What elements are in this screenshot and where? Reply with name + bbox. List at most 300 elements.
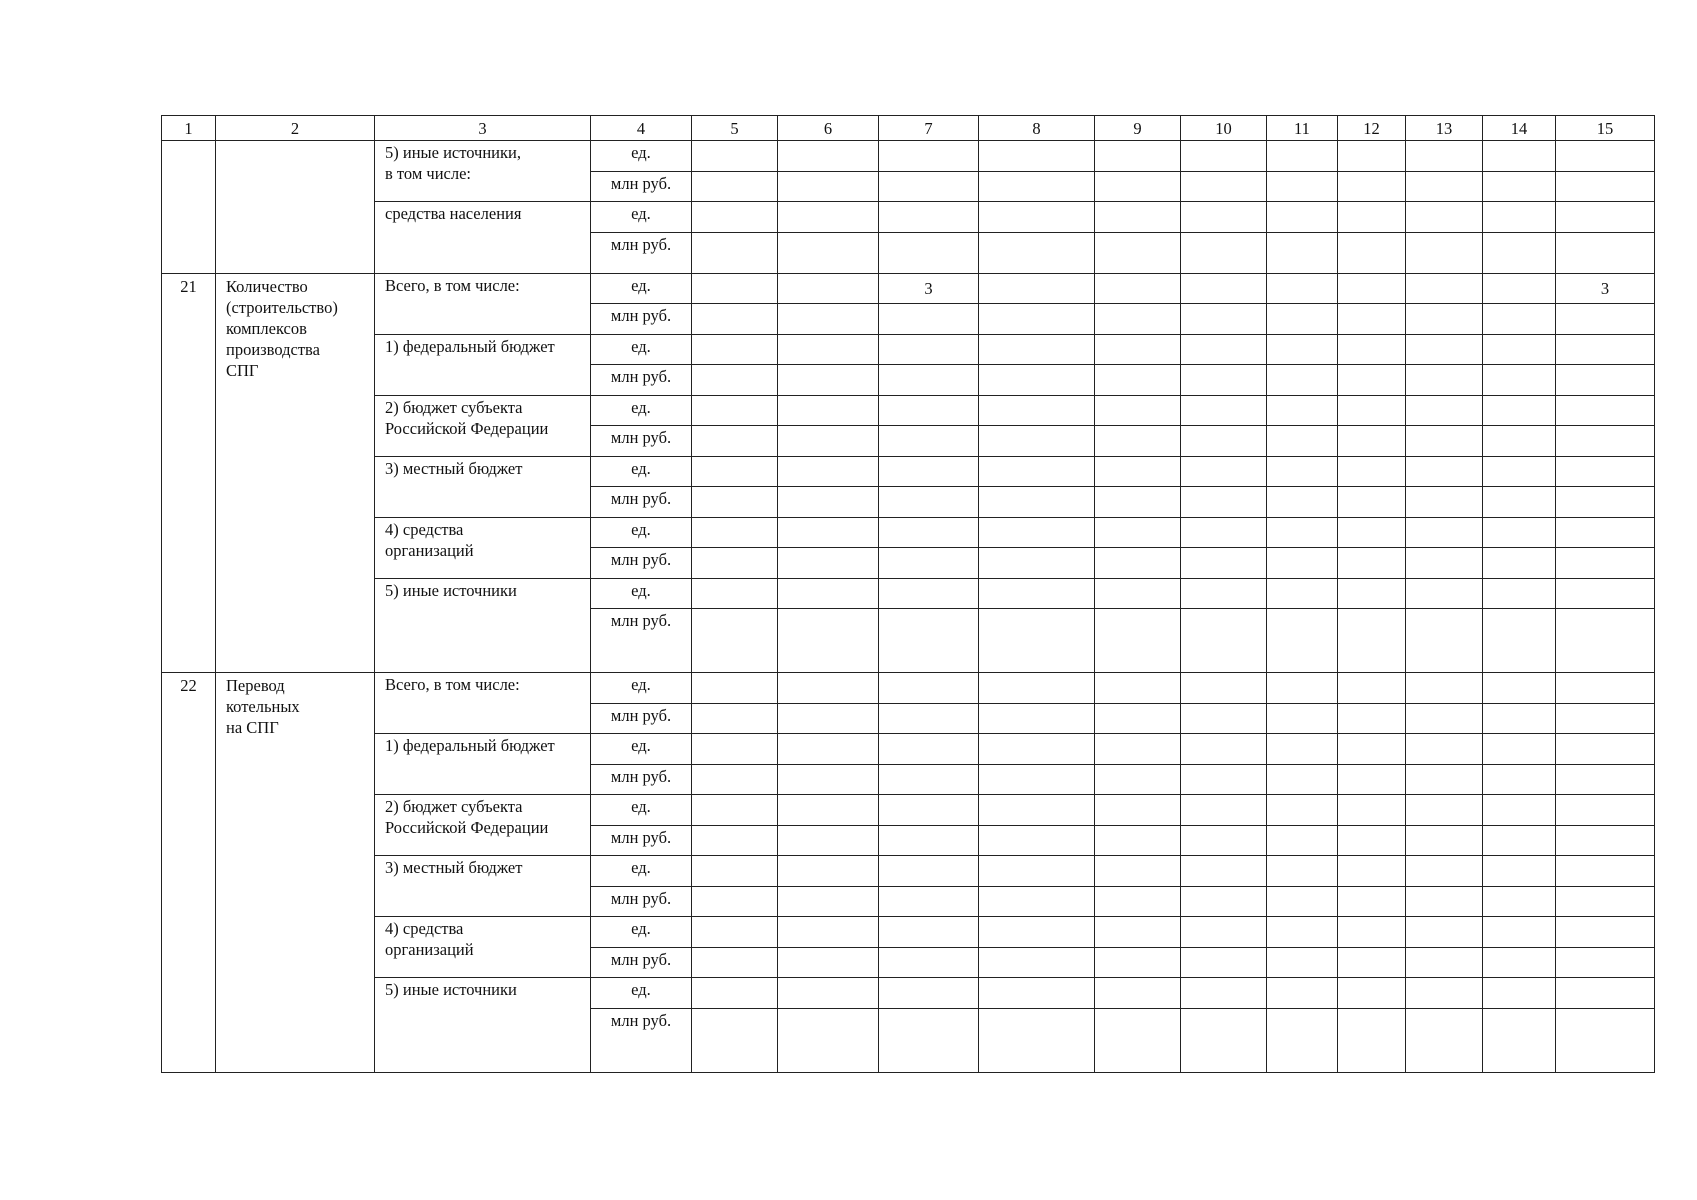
value-cell <box>778 947 879 978</box>
value-cell <box>1483 232 1556 273</box>
value-cell <box>979 734 1095 765</box>
value-cell <box>692 273 778 304</box>
value-cell <box>1406 304 1483 335</box>
value-cell <box>778 426 879 457</box>
value-cell <box>1338 548 1406 579</box>
value-cell <box>1483 141 1556 172</box>
funding-source: 5) иные источники <box>375 578 591 673</box>
value-cell <box>1556 395 1655 426</box>
value-cell <box>1556 517 1655 548</box>
value-cell <box>1556 978 1655 1009</box>
value-cell <box>979 609 1095 673</box>
value-cell <box>1181 703 1267 734</box>
value-cell <box>879 456 979 487</box>
value-cell <box>1095 426 1181 457</box>
value-cell <box>879 764 979 795</box>
table-row <box>162 978 1655 1009</box>
value-cell <box>778 487 879 518</box>
value-cell <box>879 426 979 457</box>
value-cell <box>1338 764 1406 795</box>
unit-label: млн руб. <box>591 609 692 673</box>
value-cell <box>1181 978 1267 1009</box>
funding-source: 3) местный бюджет <box>375 456 591 517</box>
value-cell <box>879 917 979 948</box>
value-cell <box>778 395 879 426</box>
value-cell <box>1556 795 1655 826</box>
value-cell <box>692 825 778 856</box>
column-header: 11 <box>1267 116 1338 141</box>
value-cell <box>1181 273 1267 304</box>
value-cell <box>1483 1008 1556 1072</box>
unit-label: ед. <box>591 202 692 233</box>
unit-label: ед. <box>591 673 692 704</box>
value-cell <box>1095 365 1181 396</box>
column-header: 1 <box>162 116 216 141</box>
value-cell <box>1338 202 1406 233</box>
value-cell <box>1338 609 1406 673</box>
value-cell <box>778 673 879 704</box>
value-cell <box>1338 978 1406 1009</box>
value-cell <box>692 202 778 233</box>
value-cell <box>1267 764 1338 795</box>
value-cell <box>1181 673 1267 704</box>
value-cell: 3 <box>1556 273 1655 304</box>
value-cell <box>879 202 979 233</box>
value-cell <box>778 825 879 856</box>
value-cell <box>692 548 778 579</box>
unit-label: млн руб. <box>591 703 692 734</box>
value-cell <box>1181 304 1267 335</box>
value-cell <box>1556 947 1655 978</box>
value-cell <box>1181 548 1267 579</box>
value-cell <box>1267 734 1338 765</box>
value-cell <box>1406 609 1483 673</box>
value-cell <box>1095 456 1181 487</box>
column-header: 9 <box>1095 116 1181 141</box>
unit-label: млн руб. <box>591 232 692 273</box>
value-cell <box>778 202 879 233</box>
row-number: 22 <box>162 673 216 1073</box>
funding-source: 1) федеральный бюджет <box>375 734 591 795</box>
value-cell <box>1181 856 1267 887</box>
value-cell <box>692 334 778 365</box>
value-cell <box>1338 456 1406 487</box>
value-cell <box>692 1008 778 1072</box>
value-cell <box>692 856 778 887</box>
unit-label: ед. <box>591 734 692 765</box>
unit-label: ед. <box>591 795 692 826</box>
value-cell <box>979 426 1095 457</box>
value-cell <box>979 947 1095 978</box>
value-cell <box>1338 487 1406 518</box>
unit-label: млн руб. <box>591 487 692 518</box>
value-cell <box>879 886 979 917</box>
value-cell <box>1181 487 1267 518</box>
table-row <box>162 517 1655 548</box>
value-cell <box>1483 609 1556 673</box>
value-cell <box>879 487 979 518</box>
value-cell <box>1095 673 1181 704</box>
value-cell <box>1556 232 1655 273</box>
value-cell <box>879 141 979 172</box>
value-cell <box>778 232 879 273</box>
column-header: 5 <box>692 116 778 141</box>
value-cell <box>1483 171 1556 202</box>
unit-label: ед. <box>591 578 692 609</box>
value-cell <box>692 886 778 917</box>
value-cell <box>1095 395 1181 426</box>
value-cell <box>1483 734 1556 765</box>
value-cell <box>1483 578 1556 609</box>
value-cell <box>1181 764 1267 795</box>
table-row <box>162 856 1655 887</box>
value-cell <box>1267 673 1338 704</box>
funding-source: 1) федеральный бюджет <box>375 334 591 395</box>
value-cell <box>1406 703 1483 734</box>
value-cell <box>1338 426 1406 457</box>
value-cell <box>1483 764 1556 795</box>
value-cell <box>1338 334 1406 365</box>
value-cell <box>692 365 778 396</box>
value-cell <box>1556 825 1655 856</box>
data-table <box>161 115 1655 1073</box>
value-cell <box>1556 609 1655 673</box>
value-cell <box>778 764 879 795</box>
value-cell <box>979 304 1095 335</box>
value-cell <box>692 578 778 609</box>
value-cell <box>1267 456 1338 487</box>
value-cell <box>1556 202 1655 233</box>
value-cell <box>692 703 778 734</box>
value-cell <box>1095 886 1181 917</box>
table-row <box>162 578 1655 609</box>
value-cell <box>879 232 979 273</box>
value-cell <box>1483 886 1556 917</box>
value-cell <box>879 673 979 704</box>
value-cell <box>1483 395 1556 426</box>
value-cell <box>1095 917 1181 948</box>
value-cell <box>1267 141 1338 172</box>
value-cell: 3 <box>879 273 979 304</box>
total-label: Всего, в том числе: <box>375 673 591 734</box>
value-cell <box>979 578 1095 609</box>
value-cell <box>1181 171 1267 202</box>
value-cell <box>1338 886 1406 917</box>
value-cell <box>1483 365 1556 396</box>
value-cell <box>1267 886 1338 917</box>
value-cell <box>1406 825 1483 856</box>
value-cell <box>692 232 778 273</box>
value-cell <box>1406 978 1483 1009</box>
funding-source: 2) бюджет субъекта Российской Федерации <box>375 395 591 456</box>
value-cell <box>692 456 778 487</box>
value-cell <box>879 947 979 978</box>
value-cell <box>879 703 979 734</box>
unit-label: ед. <box>591 517 692 548</box>
funding-source: 3) местный бюджет <box>375 856 591 917</box>
value-cell <box>1483 334 1556 365</box>
value-cell <box>879 978 979 1009</box>
table-row <box>162 456 1655 487</box>
value-cell <box>1267 856 1338 887</box>
value-cell <box>692 673 778 704</box>
value-cell <box>778 548 879 579</box>
value-cell <box>879 365 979 396</box>
unit-label: млн руб. <box>591 426 692 457</box>
value-cell <box>1267 426 1338 457</box>
value-cell <box>1556 548 1655 579</box>
value-cell <box>692 917 778 948</box>
row-number: 21 <box>162 273 216 673</box>
value-cell <box>979 456 1095 487</box>
value-cell <box>778 609 879 673</box>
value-cell <box>1338 517 1406 548</box>
value-cell <box>1338 395 1406 426</box>
value-cell <box>1181 734 1267 765</box>
value-cell <box>1095 487 1181 518</box>
value-cell <box>979 1008 1095 1072</box>
value-cell <box>1338 273 1406 304</box>
unit-label: ед. <box>591 456 692 487</box>
unit-label: млн руб. <box>591 365 692 396</box>
value-cell <box>979 978 1095 1009</box>
unit-label: ед. <box>591 978 692 1009</box>
value-cell <box>979 703 1095 734</box>
column-header: 3 <box>375 116 591 141</box>
value-cell <box>979 856 1095 887</box>
value-cell <box>1556 304 1655 335</box>
value-cell <box>1406 517 1483 548</box>
unit-label: млн руб. <box>591 764 692 795</box>
value-cell <box>1338 856 1406 887</box>
value-cell <box>1181 334 1267 365</box>
value-cell <box>1406 917 1483 948</box>
table-row <box>162 334 1655 365</box>
value-cell <box>1267 365 1338 396</box>
value-cell <box>1406 365 1483 396</box>
value-cell <box>1483 795 1556 826</box>
value-cell <box>1556 578 1655 609</box>
value-cell <box>1406 141 1483 172</box>
table-row <box>162 273 1655 304</box>
value-cell <box>1556 886 1655 917</box>
value-cell <box>979 232 1095 273</box>
value-cell <box>778 578 879 609</box>
value-cell <box>1095 703 1181 734</box>
value-cell <box>692 141 778 172</box>
value-cell <box>1556 1008 1655 1072</box>
value-cell <box>692 304 778 335</box>
value-cell <box>1483 673 1556 704</box>
value-cell <box>1483 947 1556 978</box>
value-cell <box>1267 947 1338 978</box>
value-cell <box>1338 304 1406 335</box>
value-cell <box>1181 395 1267 426</box>
value-cell <box>1483 426 1556 457</box>
column-header: 13 <box>1406 116 1483 141</box>
value-cell <box>1338 825 1406 856</box>
value-cell <box>1483 978 1556 1009</box>
value-cell <box>1556 487 1655 518</box>
value-cell <box>1556 141 1655 172</box>
value-cell <box>979 273 1095 304</box>
value-cell <box>1556 365 1655 396</box>
value-cell <box>1267 578 1338 609</box>
value-cell <box>1483 487 1556 518</box>
value-cell <box>879 795 979 826</box>
value-cell <box>879 856 979 887</box>
value-cell <box>1406 487 1483 518</box>
value-cell <box>692 947 778 978</box>
unit-label: ед. <box>591 141 692 172</box>
table-row <box>162 795 1655 826</box>
value-cell <box>879 734 979 765</box>
value-cell <box>879 395 979 426</box>
value-cell <box>1406 886 1483 917</box>
value-cell <box>1181 578 1267 609</box>
value-cell <box>979 917 1095 948</box>
value-cell <box>1483 825 1556 856</box>
value-cell <box>1556 764 1655 795</box>
unit-label: млн руб. <box>591 947 692 978</box>
value-cell <box>1338 578 1406 609</box>
value-cell <box>1338 673 1406 704</box>
value-cell <box>1267 517 1338 548</box>
value-cell <box>979 548 1095 579</box>
value-cell <box>1556 426 1655 457</box>
value-cell <box>1267 304 1338 335</box>
value-cell <box>1181 947 1267 978</box>
value-cell <box>1181 232 1267 273</box>
value-cell <box>1181 202 1267 233</box>
value-cell <box>979 171 1095 202</box>
value-cell <box>1095 825 1181 856</box>
value-cell <box>1181 365 1267 396</box>
unit-label: ед. <box>591 273 692 304</box>
value-cell <box>1095 273 1181 304</box>
value-cell <box>1338 232 1406 273</box>
continuation-block <box>162 141 1655 274</box>
unit-label: млн руб. <box>591 304 692 335</box>
value-cell <box>979 673 1095 704</box>
value-cell <box>1095 734 1181 765</box>
table-row <box>162 734 1655 765</box>
value-cell <box>692 734 778 765</box>
value-cell <box>879 517 979 548</box>
value-cell <box>1406 202 1483 233</box>
value-cell <box>778 171 879 202</box>
value-cell <box>778 917 879 948</box>
value-cell <box>1095 141 1181 172</box>
value-cell <box>1483 703 1556 734</box>
column-header: 12 <box>1338 116 1406 141</box>
value-cell <box>778 334 879 365</box>
value-cell <box>1267 202 1338 233</box>
value-cell <box>1556 456 1655 487</box>
value-cell <box>1556 917 1655 948</box>
table-row <box>162 673 1655 704</box>
column-header: 15 <box>1556 116 1655 141</box>
value-cell <box>1338 734 1406 765</box>
row-number <box>162 141 216 274</box>
column-header: 10 <box>1181 116 1267 141</box>
value-cell <box>778 273 879 304</box>
value-cell <box>1338 795 1406 826</box>
value-cell <box>1338 141 1406 172</box>
value-cell <box>778 734 879 765</box>
table-row <box>162 141 1655 172</box>
unit-label: млн руб. <box>591 1008 692 1072</box>
value-cell <box>1406 171 1483 202</box>
value-cell <box>879 171 979 202</box>
table-row <box>162 202 1655 233</box>
value-cell <box>1267 273 1338 304</box>
column-header: 6 <box>778 116 879 141</box>
value-cell <box>692 609 778 673</box>
value-cell <box>1483 548 1556 579</box>
value-cell <box>692 517 778 548</box>
value-cell <box>1406 734 1483 765</box>
value-cell <box>1181 517 1267 548</box>
value-cell <box>879 334 979 365</box>
column-header: 8 <box>979 116 1095 141</box>
value-cell <box>979 395 1095 426</box>
value-cell <box>1406 548 1483 579</box>
value-cell <box>1406 947 1483 978</box>
value-cell <box>979 202 1095 233</box>
value-cell <box>692 978 778 1009</box>
value-cell <box>1483 917 1556 948</box>
value-cell <box>1181 795 1267 826</box>
value-cell <box>1095 548 1181 579</box>
column-header: 2 <box>216 116 375 141</box>
value-cell <box>979 825 1095 856</box>
value-cell <box>1338 1008 1406 1072</box>
value-cell <box>778 517 879 548</box>
value-cell <box>1095 978 1181 1009</box>
value-cell <box>879 548 979 579</box>
value-cell <box>1095 517 1181 548</box>
value-cell <box>1267 825 1338 856</box>
value-cell <box>1406 426 1483 457</box>
value-cell <box>1556 856 1655 887</box>
value-cell <box>692 764 778 795</box>
value-cell <box>1483 273 1556 304</box>
value-cell <box>1267 171 1338 202</box>
value-cell <box>879 825 979 856</box>
value-cell <box>1095 232 1181 273</box>
value-cell <box>1483 856 1556 887</box>
value-cell <box>1095 856 1181 887</box>
value-cell <box>879 1008 979 1072</box>
value-cell <box>1406 795 1483 826</box>
unit-label: млн руб. <box>591 886 692 917</box>
value-cell <box>692 171 778 202</box>
table-row <box>162 917 1655 948</box>
column-header: 14 <box>1483 116 1556 141</box>
value-cell <box>778 795 879 826</box>
value-cell <box>692 426 778 457</box>
value-cell <box>692 795 778 826</box>
value-cell <box>1406 395 1483 426</box>
unit-label: млн руб. <box>591 171 692 202</box>
value-cell <box>1181 609 1267 673</box>
value-cell <box>1267 395 1338 426</box>
value-cell <box>778 456 879 487</box>
funding-source: 5) иные источники <box>375 978 591 1073</box>
value-cell <box>879 609 979 673</box>
unit-label: ед. <box>591 395 692 426</box>
